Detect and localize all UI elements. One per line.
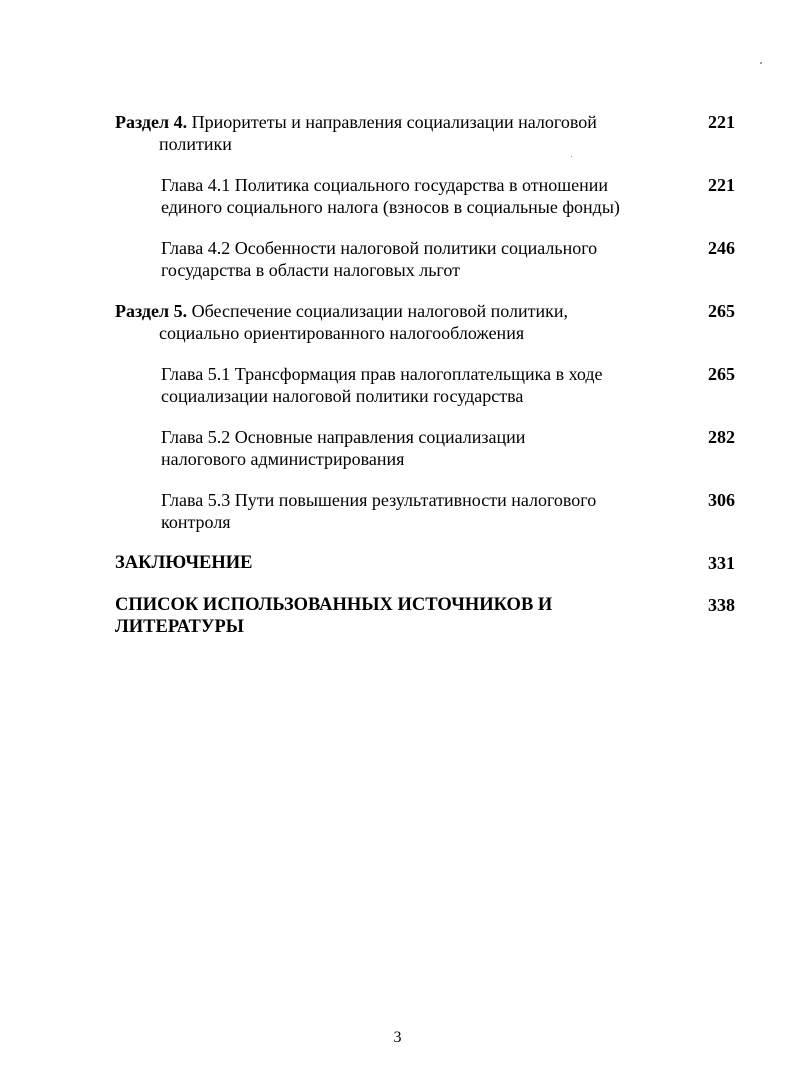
chapter-title-line-1: Глава 5.1 Трансформация прав налогоплательщика в ходе xyxy=(161,364,603,384)
toc-entry-title xyxy=(161,489,681,533)
section-title-line-2: социально ориентированного налогообложения xyxy=(159,323,525,343)
chapter-title-line-1: Глава 5.3 Пути повышения результативности налогового xyxy=(161,490,597,510)
chapter-title-line-1: Глава 4.1 Политика социального государства в отношении xyxy=(161,175,609,195)
toc-page-number: 265 xyxy=(708,364,735,384)
toc-entry-title xyxy=(115,111,675,155)
toc-entry-title xyxy=(115,594,675,638)
toc-page-number: 221 xyxy=(708,112,735,132)
page-number: 3 xyxy=(393,1029,402,1046)
toc-page-number: 246 xyxy=(708,238,735,258)
toc-entry-title xyxy=(161,363,681,407)
bibliography-title-line-1: СПИСОК ИСПОЛЬЗОВАННЫХ ИСТОЧНИКОВ И xyxy=(115,595,553,615)
toc-page-number: 331 xyxy=(708,553,735,573)
chapter-title-line-2: социализации налоговой политики государства xyxy=(161,386,524,406)
toc-entry-title xyxy=(161,237,681,281)
toc-page-number: 282 xyxy=(708,427,735,447)
scan-speck xyxy=(571,156,572,157)
section-label: Раздел 4. xyxy=(115,112,188,132)
section-title-line-1: Обеспечение социализации налоговой политики, xyxy=(187,301,569,321)
section-title-line-2: политики xyxy=(159,134,232,154)
toc-page-number: 306 xyxy=(708,490,735,510)
scan-speck xyxy=(760,62,762,64)
bibliography-title-line-2: ЛИТЕРАТУРЫ xyxy=(115,617,244,637)
toc-page-number: 221 xyxy=(708,175,735,195)
chapter-title-line-2: единого социального налога (взносов в социальные фонды) xyxy=(161,197,620,217)
conclusion-title: ЗАКЛЮЧЕНИЕ xyxy=(115,553,253,573)
toc-entry-title xyxy=(115,300,675,344)
toc-page-number: 338 xyxy=(708,595,735,615)
section-title-line-1: Приоритеты и направления социализации налоговой xyxy=(187,112,597,132)
toc-entry-title xyxy=(161,426,681,470)
chapter-title-line-1: Глава 4.2 Особенности налоговой политики социального xyxy=(161,238,598,258)
toc-entry-title xyxy=(115,552,675,574)
chapter-title-line-2: контроля xyxy=(161,512,231,532)
chapter-title-line-2: государства в области налоговых льгот xyxy=(161,260,460,280)
section-label: Раздел 5. xyxy=(115,301,188,321)
chapter-title-line-1: Глава 5.2 Основные направления социализации xyxy=(161,427,526,447)
toc-page-number: 265 xyxy=(708,301,735,321)
toc-entry-title xyxy=(161,174,681,218)
chapter-title-line-2: налогового администрирования xyxy=(161,449,405,469)
